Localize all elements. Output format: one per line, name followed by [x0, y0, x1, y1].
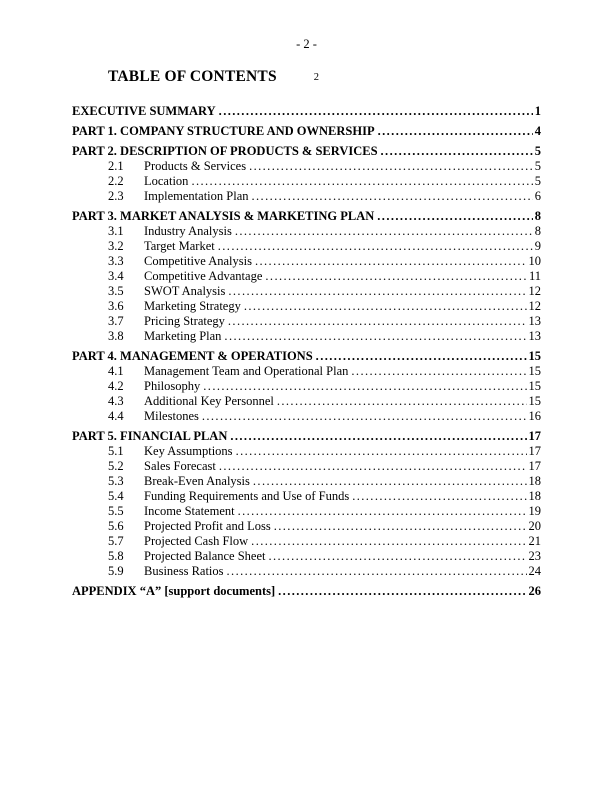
dot-leader-icon [203, 379, 526, 394]
toc-entry[interactable] [72, 224, 541, 239]
toc-entry-number: 5.6 [108, 519, 124, 533]
toc-entry-number: 3.5 [108, 284, 124, 298]
toc-entry-number: 3.4 [108, 269, 124, 283]
toc-entry-label: Sales Forecast [144, 459, 216, 473]
toc-entry-label: Industry Analysis [144, 224, 232, 238]
dot-leader-icon [381, 144, 533, 159]
toc-entry-page: 8 [534, 209, 541, 223]
dot-leader-icon [202, 409, 527, 424]
dot-leader-icon [230, 429, 526, 444]
toc-entry-label: PART 3. MARKET ANALYSIS & MARKETING PLAN [72, 209, 375, 223]
toc-entry-number: 2.3 [108, 189, 124, 203]
dot-leader-icon [253, 474, 527, 489]
toc-entry[interactable] [72, 174, 541, 189]
toc-entry-number: 4.4 [108, 409, 124, 423]
toc-entry[interactable] [72, 144, 541, 159]
toc-entry-label: Break-Even Analysis [144, 474, 250, 488]
toc-entry-page: 6 [534, 189, 541, 203]
toc-entry-page: 12 [528, 299, 541, 313]
dot-leader-icon [252, 189, 533, 204]
toc-entry-page: 5 [534, 144, 541, 158]
toc-entry-label: Projected Profit and Loss [144, 519, 271, 533]
toc-entry[interactable] [72, 379, 541, 394]
toc-entry-label: PART 1. COMPANY STRUCTURE AND OWNERSHIP [72, 124, 375, 138]
toc-entry[interactable] [72, 329, 541, 344]
toc-entry[interactable] [72, 124, 541, 139]
dot-leader-icon [244, 299, 527, 314]
dot-leader-icon [352, 489, 526, 504]
toc-entry-page: 23 [528, 549, 541, 563]
toc-entry-page: 15 [528, 394, 541, 408]
toc-entry-label: Funding Requirements and Use of Funds [144, 489, 350, 503]
toc-entry-page: 15 [528, 379, 541, 393]
toc-entry-label: APPENDIX “A” [support documents] [72, 584, 276, 598]
dot-leader-icon [235, 224, 533, 239]
toc-entry-number: 3.3 [108, 254, 124, 268]
toc-entry[interactable] [72, 189, 541, 204]
toc-entry-page: 1 [534, 104, 541, 118]
toc-entry-label: Target Market [144, 239, 215, 253]
dot-leader-icon [377, 209, 532, 224]
dot-leader-icon [265, 269, 527, 284]
toc-entry-label: Pricing Strategy [144, 314, 225, 328]
toc-entry-number: 5.7 [108, 534, 124, 548]
toc-entry-page: 13 [528, 329, 541, 343]
toc-entry-page: 15 [528, 349, 541, 363]
dot-leader-icon [228, 314, 527, 329]
dot-leader-icon [191, 174, 532, 189]
toc-entry[interactable] [72, 549, 541, 564]
toc-entry-number: 2.2 [108, 174, 124, 188]
toc-entry-page: 16 [528, 409, 541, 423]
toc-entry-page: 21 [528, 534, 541, 548]
toc-entry[interactable] [72, 489, 541, 504]
toc-entry[interactable] [72, 474, 541, 489]
toc-entry-label: EXECUTIVE SUMMARY [72, 104, 216, 118]
toc-entry-label: PART 5. FINANCIAL PLAN [72, 429, 228, 443]
toc-entry-label: Key Assumptions [144, 444, 233, 458]
toc-entry-number: 3.7 [108, 314, 124, 328]
toc-entry-number: 5.8 [108, 549, 124, 563]
toc-entry[interactable] [72, 459, 541, 474]
dot-leader-icon [228, 284, 526, 299]
toc-entry-label: Competitive Analysis [144, 254, 252, 268]
toc-entry-page: 12 [528, 284, 541, 298]
toc-title-row [108, 68, 541, 86]
toc-entry-label: Business Ratios [144, 564, 224, 578]
toc-entry[interactable] [72, 239, 541, 254]
toc-entry-number: 4.3 [108, 394, 124, 408]
toc-entry[interactable] [72, 504, 541, 519]
dot-leader-icon [274, 519, 527, 534]
toc-entry-label: Implementation Plan [144, 189, 249, 203]
toc-entry-label: Philosophy [144, 379, 201, 393]
toc-entry[interactable] [72, 104, 541, 119]
toc-entry[interactable] [72, 519, 541, 534]
toc-entry-page: 4 [534, 124, 541, 138]
toc-entry[interactable] [72, 299, 541, 314]
toc-entry[interactable] [72, 159, 541, 174]
dot-leader-icon [277, 394, 527, 409]
toc-entry-page: 10 [528, 254, 541, 268]
dot-leader-icon [278, 584, 526, 599]
toc-entry-label: Marketing Plan [144, 329, 222, 343]
dot-leader-icon [316, 349, 527, 364]
dot-leader-icon [268, 549, 526, 564]
toc-entry[interactable] [72, 564, 541, 579]
toc-entry-page: 19 [528, 504, 541, 518]
toc-entry-number: 5.4 [108, 489, 124, 503]
toc-entry-label: Marketing Strategy [144, 299, 241, 313]
toc-entry-number: 5.2 [108, 459, 124, 473]
toc-entry-number: 5.9 [108, 564, 124, 578]
toc-entry-page: 24 [528, 564, 541, 578]
toc-entry-label: PART 4. MANAGEMENT & OPERATIONS [72, 349, 313, 363]
toc-entry-label: Competitive Advantage [144, 269, 263, 283]
toc-entry-page: 18 [528, 474, 541, 488]
toc-entry-number: 4.1 [108, 364, 124, 378]
toc-entry-label: Additional Key Personnel [144, 394, 274, 408]
page-title: TABLE OF CONTENTS [108, 68, 277, 85]
dot-leader-icon [218, 239, 533, 254]
toc-entry-number: 5.1 [108, 444, 124, 458]
toc-entry-number: 5.5 [108, 504, 124, 518]
toc-entry[interactable] [72, 534, 541, 549]
toc-entry-page: 5 [534, 174, 541, 188]
toc-entry-label: Income Statement [144, 504, 235, 518]
dot-leader-icon [249, 159, 533, 174]
toc-entry-page: 17 [528, 459, 541, 473]
toc-entry[interactable] [72, 444, 541, 459]
toc-list [72, 104, 541, 599]
toc-entry-page: 17 [528, 444, 541, 458]
toc-entry-number: 3.2 [108, 239, 124, 253]
toc-entry-page: 18 [528, 489, 541, 503]
dot-leader-icon [251, 534, 526, 549]
toc-entry[interactable] [72, 429, 541, 444]
toc-entry[interactable] [72, 364, 541, 379]
toc-entry[interactable] [72, 409, 541, 424]
toc-entry-number: 3.8 [108, 329, 124, 343]
toc-entry[interactable] [72, 209, 541, 224]
toc-entry-page: 13 [528, 314, 541, 328]
toc-entry-label: Milestones [144, 409, 199, 423]
toc-entry-page: 17 [528, 429, 541, 443]
title-note: 2 [313, 72, 320, 83]
toc-entry-page: 5 [534, 159, 541, 173]
page-number-header: - 2 - [296, 37, 317, 51]
toc-entry-page: 9 [534, 239, 541, 253]
toc-entry-number: 3.1 [108, 224, 124, 238]
toc-entry-number: 3.6 [108, 299, 124, 313]
dot-leader-icon [224, 329, 526, 344]
toc-entry[interactable] [72, 394, 541, 409]
toc-entry-page: 11 [528, 269, 541, 283]
toc-entry-label: SWOT Analysis [144, 284, 226, 298]
toc-entry-page: 26 [528, 584, 541, 598]
toc-entry-number: 2.1 [108, 159, 124, 173]
dot-leader-icon [219, 459, 527, 474]
toc-entry[interactable] [72, 254, 541, 269]
dot-leader-icon [351, 364, 526, 379]
dot-leader-icon [238, 504, 527, 519]
toc-entry-label: Projected Balance Sheet [144, 549, 266, 563]
dot-leader-icon [255, 254, 527, 269]
dot-leader-icon [378, 124, 533, 139]
toc-entry[interactable] [72, 284, 541, 299]
dot-leader-icon [227, 564, 527, 579]
toc-entry-label: Products & Services [144, 159, 247, 173]
toc-entry-label: Location [144, 174, 189, 188]
toc-entry-page: 20 [528, 519, 541, 533]
toc-entry[interactable] [72, 314, 541, 329]
toc-entry[interactable] [72, 349, 541, 364]
toc-entry-number: 4.2 [108, 379, 124, 393]
dot-leader-icon [219, 104, 533, 119]
toc-entry-label: Management Team and Operational Plan [144, 364, 349, 378]
toc-entry[interactable] [72, 269, 541, 284]
toc-entry-number: 5.3 [108, 474, 124, 488]
dot-leader-icon [236, 444, 527, 459]
toc-entry-page: 15 [528, 364, 541, 378]
toc-entry-page: 8 [534, 224, 541, 238]
toc-entry[interactable] [72, 584, 541, 599]
toc-entry-label: Projected Cash Flow [144, 534, 249, 548]
toc-entry-label: PART 2. DESCRIPTION OF PRODUCTS & SERVICES [72, 144, 378, 158]
